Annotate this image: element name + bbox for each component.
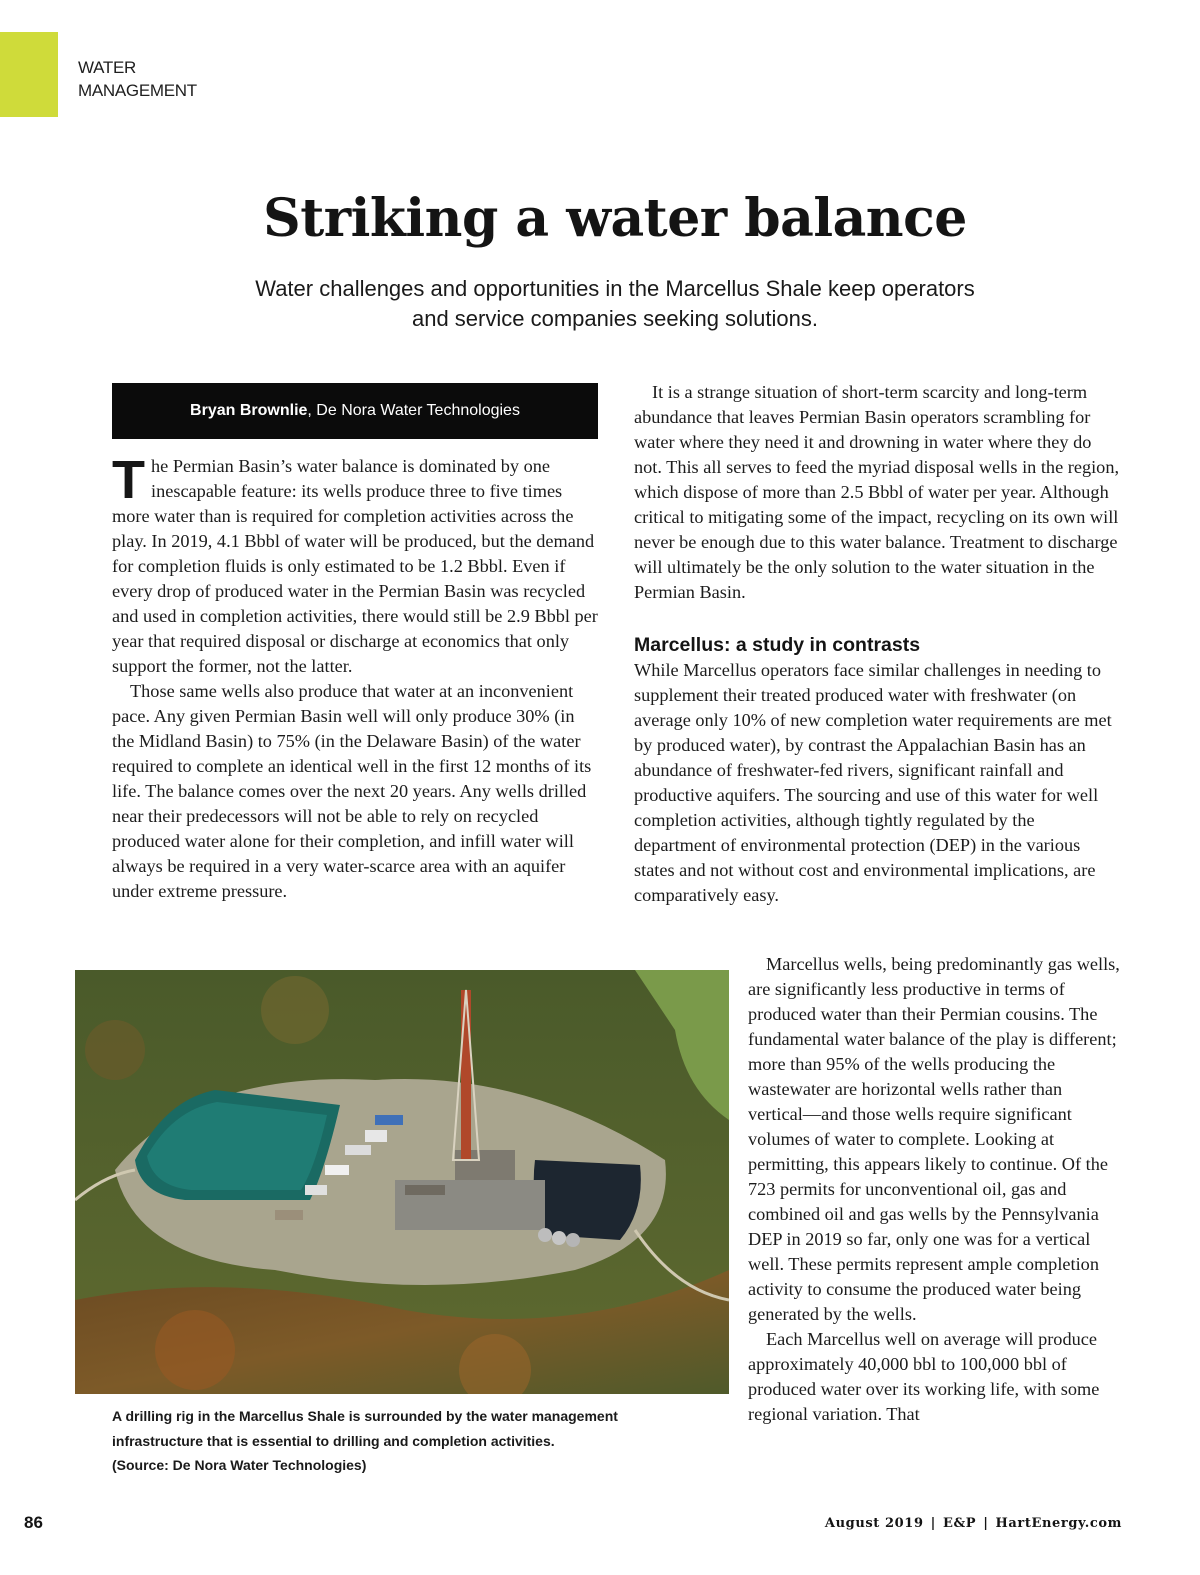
- drop-cap: T: [112, 450, 145, 510]
- footer-separator: |: [983, 1516, 989, 1531]
- section-tag-line1: WATER: [78, 58, 136, 77]
- byline-affiliation: , De Nora Water Technologies: [307, 402, 520, 419]
- section-accent-bar: [0, 32, 58, 117]
- caption-line2: infrastructure that is essential to drilling and completion activities.: [112, 1432, 555, 1449]
- paragraph-intro: [112, 450, 600, 679]
- paragraph-scarcity: It is a strange situation of short-term scarcity and long-term abundance that leaves Permian Basin operators scrambling for water where they need it and drowning in water where they do not. This all serves to feed the myriad disposal wells in the region, which dispose of more than 2.5 Bbbl of water per year. Although critical to mitigating some of the impact, recycling on its own will never be enough due to this water balance. Treatment to discharge will ultimately be the only solution to the water situation in the Permian Basin.: [634, 382, 1120, 602]
- section-tag: [78, 56, 298, 102]
- paragraph-gas-wells: Marcellus wells, being predominantly gas wells, are significantly less productive in terms of produced water than their Permian cousins. The fundamental water balance of the play is different; more than 95% of the wells producing the wastewater are horizontal wells rather than vertical—and those wells require significant volumes of water to complete. Looking at permitting, this appears likely to continue. Of the 723 permits for unconventional oil, gas and combined oil and gas wells by the Pennsylvania DEP in 2019 so far, only one was for a vertical well. These permits represent ample completion activity to consume the produced water being generated by the wells.: [748, 954, 1120, 1324]
- paragraph-marcellus: While Marcellus operators face similar challenges in needing to supplement their treated produced water with freshwater (on average only 10% of new completion water requirements are met by produced water), by contrast the Appalachian Basin has an abundance of freshwater-fed rivers, significant rainfall and productive aquifers. The sourcing and use of this water for well completion activities, although tightly regulated by the department of environmental protection (DEP) in the various states and not without cost and environmental implications, are comparatively easy.: [634, 660, 1112, 905]
- paragraph-produced-water: Each Marcellus well on average will produce approximately 40,000 bbl to 100,000 bbl of produced water over its working life, with some regional variation. That: [748, 1329, 1100, 1424]
- photo-caption: [112, 1404, 712, 1478]
- footer-website: HartEnergy.com: [995, 1516, 1122, 1531]
- paragraph-pace: Those same wells also produce that water at an inconvenient pace. Any given Permian Basin well will only produce 30% (in the Midland Basin) to 75% (in the Delaware Basin) of the water required to complete an identical well in the first 12 months of its life. The balance comes over the next 20 years. Any wells drilled near their predecessors will not be able to rely on recycled produced water alone for their completion, and infill water will always be required in a very water-scarce area with an aquifer under extreme pressure.: [112, 681, 592, 901]
- paragraph-intro-text: he Permian Basin’s water balance is dominated by one inescapable feature: its wells produce three to five times more water than is required for completion activities across the play. In 2019, 4.1 Bbbl of water will be produced, but the demand for completion fluids is only estimated to be 1.2 Bbbl. Even if every drop of produced water in the Permian Basin was recycled and used in completion activities, there would still be 2.9 Bbbl per year that required disposal or discharge at economics that only support the former, not the latter.: [112, 456, 598, 676]
- footer-publication: E&P: [942, 1516, 977, 1531]
- right-column: [634, 380, 1120, 908]
- page-footer: [825, 1516, 1122, 1531]
- right-column-lower: [748, 952, 1120, 1427]
- page-number: 86: [24, 1513, 43, 1532]
- left-column: [112, 450, 600, 904]
- section-heading: Marcellus: a study in contrasts: [634, 634, 921, 656]
- section-tag-line2: MANAGEMENT: [78, 81, 197, 100]
- footer-date: August 2019: [824, 1516, 924, 1531]
- caption-source: (Source: De Nora Water Technologies): [112, 1457, 367, 1473]
- article-title: Striking a water balance: [263, 188, 967, 249]
- caption-line1: A drilling rig in the Marcellus Shale is surrounded by the water management: [112, 1408, 618, 1424]
- subtitle-line2: and service companies seeking solutions.: [411, 306, 818, 331]
- drilling-rig-photo: [75, 970, 729, 1394]
- footer-separator: |: [930, 1516, 936, 1531]
- byline-box: [112, 383, 598, 439]
- byline-author: Bryan Brownlie: [190, 402, 308, 419]
- subtitle-line1: Water challenges and opportunities in the Marcellus Shale keep operators: [255, 276, 975, 301]
- article-subtitle: [150, 274, 1080, 334]
